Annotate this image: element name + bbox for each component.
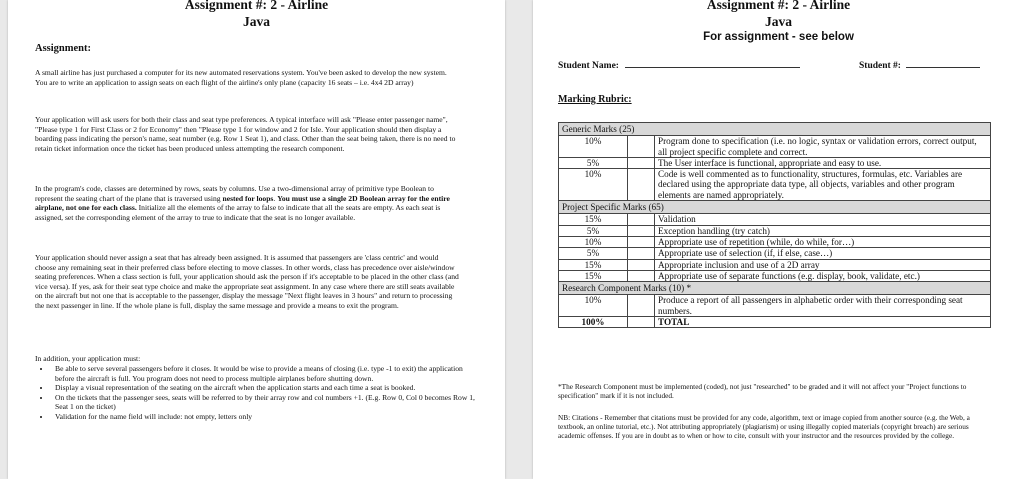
page-subtitle: Java bbox=[243, 14, 270, 29]
section-label: Generic Marks (25) bbox=[559, 123, 991, 136]
row-description: Code is well commented as to functionality, structures, formulas, etc. Variables are declared using the appropriate data type, all objects, variables and other program elements are named appropriately. bbox=[655, 169, 991, 201]
row-percent: 10% bbox=[559, 236, 628, 247]
score-cell bbox=[628, 248, 655, 259]
requirements-intro: In addition, your application must: bbox=[35, 354, 141, 363]
row-percent: 5% bbox=[559, 157, 628, 168]
table-row bbox=[559, 295, 991, 317]
row-description: Exception handling (try catch) bbox=[655, 225, 991, 236]
total-row bbox=[559, 317, 991, 328]
page-title: Assignment #: 2 - Airline bbox=[706, 0, 851, 12]
assignment-note: For assignment - see below bbox=[703, 31, 854, 43]
table-row bbox=[559, 225, 991, 236]
score-cell bbox=[628, 317, 655, 328]
page-title: Assignment #: 2 - Airline bbox=[184, 0, 329, 12]
research-note: *The Research Component must be implemented (coded), not just "researched" to be graded and it will not affect your "Project functions to specification" mark if it is not included. bbox=[558, 382, 967, 400]
score-cell bbox=[628, 270, 655, 281]
student-number-label: Student #: bbox=[859, 61, 901, 71]
score-cell bbox=[628, 136, 655, 158]
rubric-table bbox=[558, 122, 991, 328]
row-description: The User interface is functional, appropriate and easy to use. bbox=[655, 157, 991, 168]
row-description: Validation bbox=[655, 214, 991, 225]
score-cell bbox=[628, 157, 655, 168]
score-cell bbox=[628, 259, 655, 270]
student-name-label: Student Name: bbox=[558, 61, 619, 71]
row-description: Program done to specification (i.e. no logic, syntax or validation errors, correct output, all project specific complete and correct. bbox=[655, 136, 991, 158]
single-array-emphasis: You must use a single 2D Boolean array for the entire airplane, not one for each class. bbox=[35, 193, 450, 213]
intro-paragraph: A small airline has just purchased a computer for its new automated reservations system. You've been asked to develop the new system. You are to write an application to assign seats on each flight of the airline's only plane (capacity 16 seats – i.e. 4x4 2D array) bbox=[35, 68, 447, 87]
table-row bbox=[559, 270, 991, 281]
table-row bbox=[559, 169, 991, 201]
table-row bbox=[559, 157, 991, 168]
code-text-3: Initialize all the elements of the array to false to indicate that all the seats are empty. As each seat is assigned, set the corresponding element of the array to true to indicate that the seat is no longer available. bbox=[35, 203, 441, 222]
section-row-project bbox=[559, 201, 991, 214]
score-cell bbox=[628, 169, 655, 201]
table-row bbox=[559, 136, 991, 158]
student-name-field bbox=[558, 58, 800, 71]
score-cell bbox=[628, 214, 655, 225]
total-label: TOTAL bbox=[655, 317, 991, 328]
row-description: Produce a report of all passengers in alphabetic order with their corresponding seat numbers. bbox=[655, 295, 991, 317]
row-percent: 10% bbox=[559, 136, 628, 158]
list-item: • On the tickets that the passenger sees, seats will be referred to by their array row and col numbers +1. (E.g. Row 0, Col 0 becomes Row 1, Seat 1 on the ticket) bbox=[51, 393, 481, 412]
seat-rules-paragraph: Your application should never assign a seat that has already been assigned. It is assumed that passengers are 'class centric' and would choose any remaining seat in their preferred class before electing to move classes. In other words, class has precedence over aisle/window seating preferences. When a class section is full, your application should ask the person if it's acceptable to be placed in the other class (and vice versa). If yes, ask for their seat type choice and make the appropriate seat assignment. In any case where there are still seats available on the aircraft but not one that is acceptable to the passenger, display the message "Next flight leaves in 3 hours" and return to processing the next passenger in line. If the whole plane is full, display the same message and provide a means to exit the program. bbox=[35, 253, 459, 310]
row-percent: 5% bbox=[559, 225, 628, 236]
total-percent: 100% bbox=[559, 317, 628, 328]
row-description: Appropriate use of selection (if, if else, case…) bbox=[655, 248, 991, 259]
row-percent: 15% bbox=[559, 270, 628, 281]
table-row bbox=[559, 259, 991, 270]
section-row-research bbox=[559, 282, 991, 295]
rubric-title: Marking Rubric: bbox=[558, 94, 632, 105]
section-label: Research Component Marks (10) * bbox=[559, 282, 991, 295]
section-row-generic bbox=[559, 123, 991, 136]
page-subtitle: Java bbox=[765, 14, 792, 29]
requirements-list bbox=[35, 364, 481, 422]
row-percent: 10% bbox=[559, 169, 628, 201]
table-row bbox=[559, 236, 991, 247]
student-number-line bbox=[906, 58, 980, 68]
list-item: • Validation for the name field will include: not empty, letters only bbox=[51, 412, 481, 422]
code-paragraph bbox=[35, 184, 460, 222]
row-percent: 15% bbox=[559, 259, 628, 270]
nested-loops-emphasis: nested for loops bbox=[222, 193, 274, 203]
citation-note: NB: Citations - Remember that citations must be provided for any code, algorithm, text or image copied from another source (e.g. the Web, a textbook, an online tutorial, etc.). Not attributing appropriately (plagiarism) or using illegally copied materials (copyright breach) are serious academic offenses. If you are in doubt as to when or how to cite, consult with your instructor and the resources provided by the college. bbox=[558, 413, 970, 440]
list-item: • Be able to serve several passengers before it closes. It would be wise to provide a means of closing (i.e. type -1 to exit) the application before the aircraft is full. You program does not need to process multiple airplanes before shutting down. bbox=[51, 364, 481, 383]
row-description: Appropriate inclusion and use of a 2D array bbox=[655, 259, 991, 270]
student-number-field bbox=[859, 58, 980, 71]
assignment-heading: Assignment: bbox=[35, 43, 92, 54]
row-percent: 5% bbox=[559, 248, 628, 259]
list-item: • Display a visual representation of the seating on the aircraft when the application starts and each time a seat is booked. bbox=[51, 383, 481, 393]
student-name-line bbox=[625, 58, 800, 68]
row-description: Appropriate use of separate functions (e.g. display, book, validate, etc.) bbox=[655, 270, 991, 281]
row-description: Appropriate use of repetition (while, do while, for…) bbox=[655, 236, 991, 247]
table-row bbox=[559, 248, 991, 259]
row-percent: 10% bbox=[559, 295, 628, 317]
table-row bbox=[559, 214, 991, 225]
section-label: Project Specific Marks (65) bbox=[559, 201, 991, 214]
score-cell bbox=[628, 295, 655, 317]
interface-paragraph: Your application will ask users for both their class and seat type preferences. A typical interface will ask "Please enter passenger name", "Please type 1 for First Class or 2 for Economy" then "Please type 1 for window and 2 for Isle. Your application should then display a boarding pass indicating the person's name, seat number (e.g. Row 1 Seat 1), and class. Other than the seat being taken, there is no need to retain ticket information once the ticket has been produced unless attempting the research component. bbox=[35, 115, 456, 153]
score-cell bbox=[628, 225, 655, 236]
code-text-2: . bbox=[273, 193, 278, 203]
rubric-page bbox=[533, 0, 1024, 479]
row-percent: 15% bbox=[559, 214, 628, 225]
assignment-page bbox=[8, 0, 505, 479]
code-text-1: In the program's code, classes are determined by rows, seats by columns. Use a two-dimensional array of primitive type Boolean to represent the seating chart of the plane that is traversed using bbox=[35, 184, 434, 203]
score-cell bbox=[628, 236, 655, 247]
